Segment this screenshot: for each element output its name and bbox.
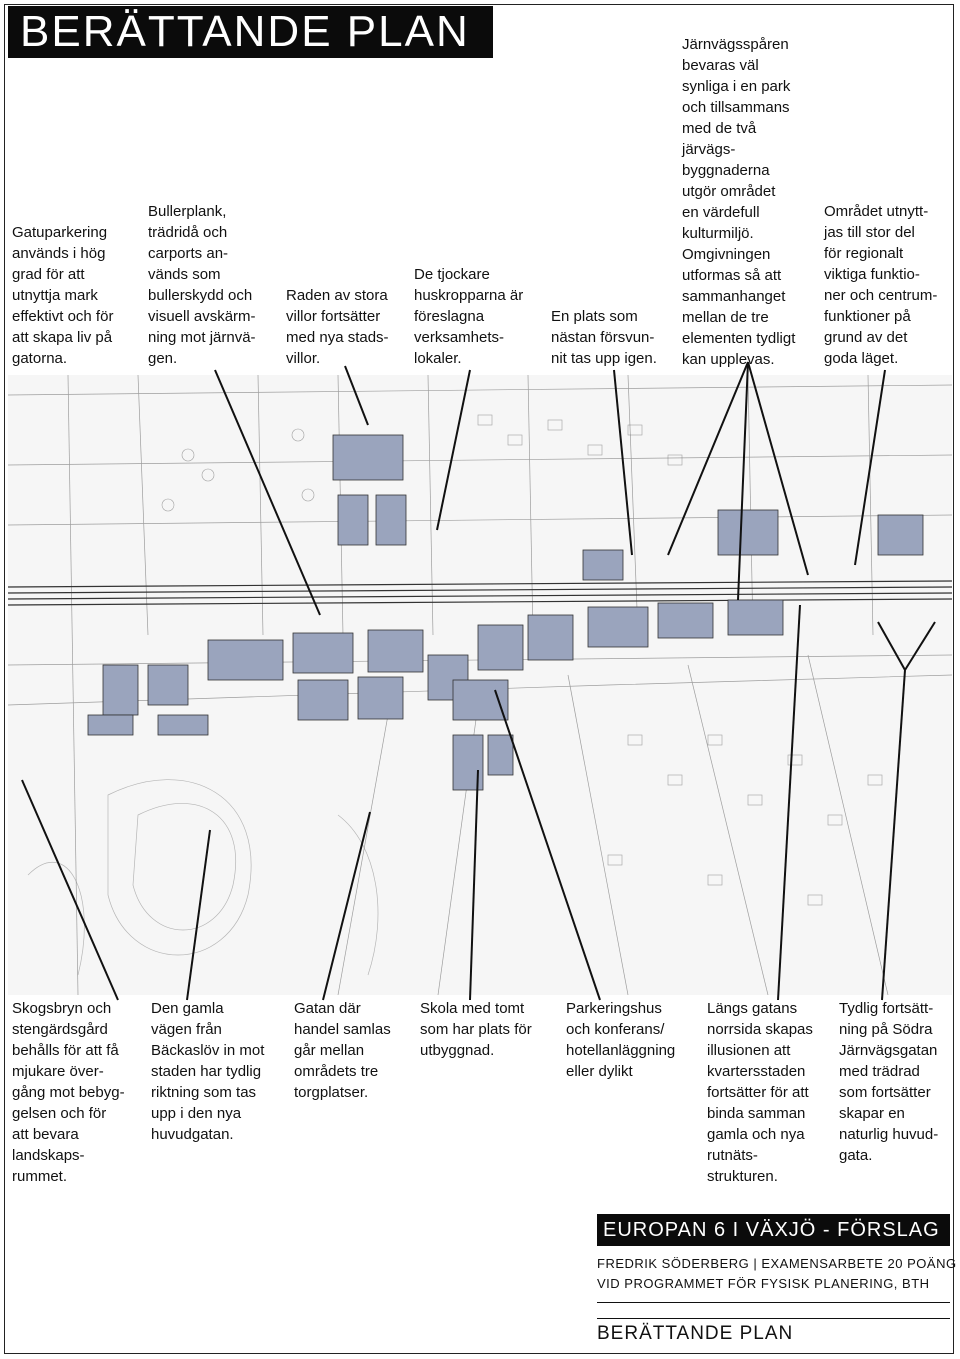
note-shopping-street: Gatan där handel samlas går mellan områdets tre torgplatser. xyxy=(294,1000,391,1101)
note-villas: Raden av stora villor fortsätter med nya stads- villor. xyxy=(286,287,389,367)
note-school: Skola med tomt som har plats för utbyggnad. xyxy=(420,1000,532,1059)
note-recovered-place: En plats som nästan försvun- nit tas upp igen. xyxy=(551,308,657,367)
site-plan-map xyxy=(8,375,952,995)
note-old-road: Den gamla vägen från Bäckaslöv in mot staden har tydlig riktning som tas upp i den nya huvudgatan. xyxy=(151,1000,265,1143)
note-noise-barrier: Bullerplank, trädridå och carports an- vänds som bullerskydd och visuell avskärm- ning mot järnvä- gen. xyxy=(148,203,256,367)
subtitle: BERÄTTANDE PLAN xyxy=(597,1318,950,1349)
note-north-side: Längs gatans norrsida skapas illusionen att kvartersstaden fortsätter för att binda samman gamla och nya rutnäts- strukturen. xyxy=(707,1000,813,1185)
note-main-street: Tydlig fortsätt- ning på Södra Järnvägsgatan med trädrad som fortsätter skapar en naturlig huvud- gata. xyxy=(839,1000,939,1164)
program-line: VID PROGRAMMET FÖR FYSISK PLANERING, BTH xyxy=(597,1276,930,1291)
site-plan-drawing xyxy=(8,375,952,995)
page-title: BERÄTTANDE PLAN xyxy=(8,6,493,58)
author-line: FREDRIK SÖDERBERG | EXAMENSARBETE 20 POÄNG xyxy=(597,1256,957,1271)
note-parking-house: Parkeringshus och konferans/ hotellanläggning eller dylikt xyxy=(566,1000,676,1080)
note-forest-edge: Skogsbryn och stengärdsgård behålls för att få mjukare över- gång mot bebyg- gelsen och för att bevara landskaps- rummet. xyxy=(12,1000,125,1185)
note-railway-heritage: Järnvägsspåren bevaras väl synliga i en park och tillsammans med de två järvägs- byggnaderna utgör området en värdefull kulturmiljö. Omgivningen utformas så att sammanhanget mellan de tre elementen tydligt kan upplevas. xyxy=(682,36,796,368)
note-regional-functions: Området utnytt- jas till stor del för regionalt viktiga funktio- ner och centrum- funktioner på grund av det goda läget. xyxy=(824,203,938,367)
note-street-parking: Gatuparkering används i hög grad för att utnyttja mark effektivt och för att skapa liv på gatorna. xyxy=(12,224,114,367)
note-business-premises: De tjockare huskropparna är föreslagna verksamhets- lokaler. xyxy=(414,266,524,367)
project-title: EUROPAN 6 I VÄXJÖ - FÖRSLAG xyxy=(597,1214,950,1246)
